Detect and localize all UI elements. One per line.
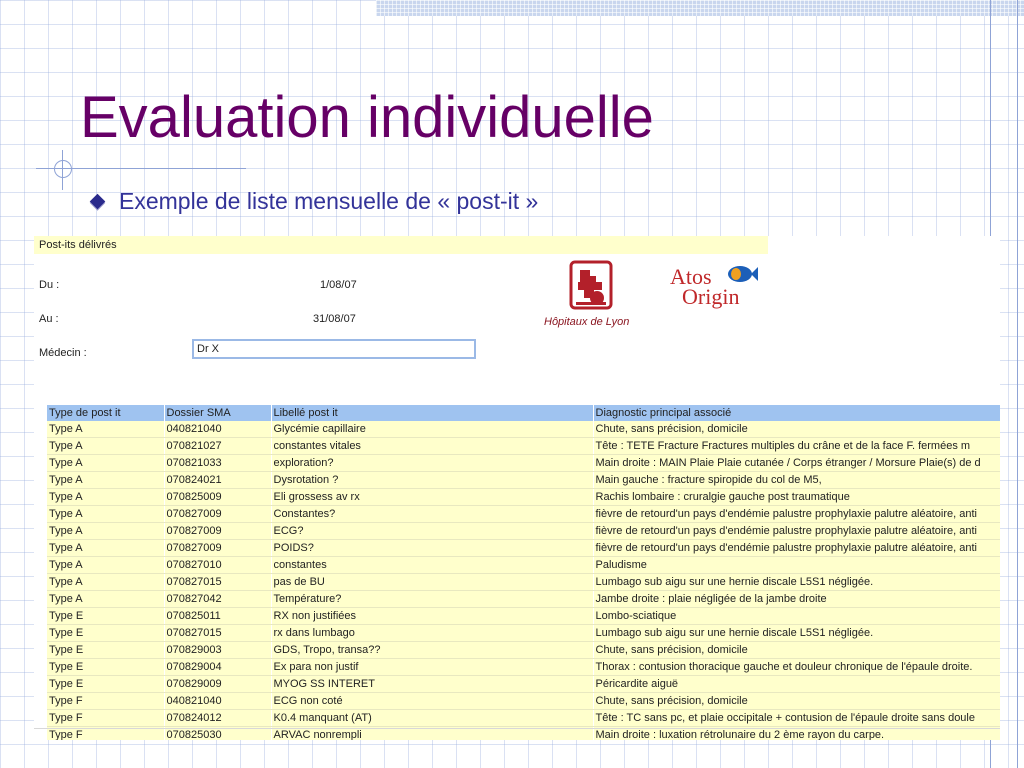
table-cell: Main droite : MAIN Plaie Plaie cutanée / Corps étranger / Morsure Plaie(s) de d [593,455,1000,472]
table-cell: 040821040 [164,693,271,710]
atos-logo-text: Atos [670,264,712,289]
table-row [47,421,1000,438]
table-cell: Type E [47,625,164,642]
table-cell: pas de BU [271,574,593,591]
table-cell: Lombo-sciatique [593,608,1000,625]
fish-icon [724,262,758,286]
table-row [47,608,1000,625]
table-cell: Type A [47,421,164,438]
table-cell: K0.4 manquant (AT) [271,710,593,727]
table-row [47,438,1000,455]
table-cell: Type A [47,438,164,455]
table-cell: fièvre de retourd'un pays d'endémie palustre prophylaxie palutre aléatoire, anti [593,540,1000,557]
table-cell: 070825030 [164,727,271,741]
decorative-vertical-line [1017,0,1018,768]
table-cell: 070821027 [164,438,271,455]
du-value: 1/08/07 [320,279,357,291]
top-decorative-band [376,0,1024,16]
table-row [47,676,1000,693]
column-header: Libellé post it [271,405,593,421]
atos-origin-logo [668,260,768,312]
decorative-circle [54,160,72,178]
table-cell: MYOG SS INTERET [271,676,593,693]
du-label: Du : [39,279,60,291]
table-cell: ECG non coté [271,693,593,710]
table-row [47,693,1000,710]
table-cell: 070829003 [164,642,271,659]
table-cell: Tête : TC sans pc, et plaie occipitale + contusion de l'épaule droite sans doule [593,710,1000,727]
table-cell: Paludisme [593,557,1000,574]
table-cell: Constantes? [271,506,593,523]
table-cell: 070829004 [164,659,271,676]
table-cell: Type A [47,591,164,608]
table-cell: 070824021 [164,472,271,489]
table-row [47,557,1000,574]
table-cell: 070827015 [164,574,271,591]
column-header: Diagnostic principal associé [593,405,1000,421]
table-cell: Type E [47,676,164,693]
table-cell: Jambe droite : plaie négligée de la jambe droite [593,591,1000,608]
table-cell: rx dans lumbago [271,625,593,642]
table-cell: Type F [47,693,164,710]
table-row [47,659,1000,676]
table-header-row [47,405,1000,421]
table-cell: 070827015 [164,625,271,642]
table-row [47,642,1000,659]
table-cell: Tête : TETE Fracture Fractures multiples du crâne et de la face F. fermées m [593,438,1000,455]
table-cell: 070827009 [164,506,271,523]
table-cell: Glycémie capillaire [271,421,593,438]
table-cell: Ex para non justif [271,659,593,676]
table-row [47,710,1000,727]
post-it-table [47,405,1000,740]
table-cell: Type E [47,608,164,625]
table-cell: 070821033 [164,455,271,472]
table-cell: Main gauche : fracture spiropide du col de M5, [593,472,1000,489]
table-cell: fièvre de retourd'un pays d'endémie palustre prophylaxie palutre aléatoire, anti [593,506,1000,523]
diamond-bullet-icon [90,194,106,210]
table-cell: Type A [47,472,164,489]
table-cell: 040821040 [164,421,271,438]
bullet-item [88,188,538,215]
table-row [47,591,1000,608]
hopitaux-de-lyon-logo [540,260,650,332]
sheet-header: Post-its délivrés [34,236,768,254]
sheet-bottom-border [34,728,1000,729]
table-cell: RX non justifiées [271,608,593,625]
au-label: Au : [39,313,59,325]
column-header: Type de post it [47,405,164,421]
table-cell: ECG? [271,523,593,540]
table-row [47,540,1000,557]
table-cell: 070829009 [164,676,271,693]
table-cell: constantes [271,557,593,574]
table-cell: Type E [47,659,164,676]
table-row [47,523,1000,540]
table-row [47,506,1000,523]
bullet-text: Exemple de liste mensuelle de « post-it » [119,188,539,214]
table-cell: Lumbago sub aigu sur une hernie discale L5S1 négligée. [593,574,1000,591]
table-cell: Type A [47,455,164,472]
table-cell: Type A [47,540,164,557]
table-row [47,574,1000,591]
table-cell: Chute, sans précision, domicile [593,421,1000,438]
medecin-label: Médecin : [39,347,87,359]
table-cell: Type A [47,506,164,523]
table-cell: 070827009 [164,540,271,557]
spreadsheet-screenshot [34,236,1000,740]
table-cell: constantes vitales [271,438,593,455]
medecin-field[interactable]: Dr X [192,339,476,359]
table-cell: Péricardite aiguë [593,676,1000,693]
table-cell: 070827042 [164,591,271,608]
table-cell: 070827009 [164,523,271,540]
table-cell: Type E [47,642,164,659]
table-cell: fièvre de retourd'un pays d'endémie palustre prophylaxie palutre aléatoire, anti [593,523,1000,540]
hcl-logo-text: Hôpitaux de Lyon [544,316,630,328]
table-cell: GDS, Tropo, transa?? [271,642,593,659]
slide-title: Evaluation individuelle [80,85,654,150]
table-cell: Type F [47,727,164,741]
table-row [47,489,1000,506]
table-cell: Thorax : contusion thoracique gauche et douleur chronique de l'épaule droite. [593,659,1000,676]
table-cell: Type A [47,557,164,574]
au-value: 31/08/07 [313,313,356,325]
origin-logo-text: Origin [682,284,740,309]
table-cell: 070825011 [164,608,271,625]
table-cell: Rachis lombaire : cruralgie gauche post traumatique [593,489,1000,506]
table-cell: Chute, sans précision, domicile [593,642,1000,659]
table-cell: 070827010 [164,557,271,574]
table-row [47,625,1000,642]
table-row [47,472,1000,489]
table-cell: Main droite : luxation rétrolunaire du 2 ème rayon du carpe. [593,727,1000,741]
table-cell: ARVAC nonrempli [271,727,593,741]
table-cell: Lumbago sub aigu sur une hernie discale L5S1 négligée. [593,625,1000,642]
table-cell: Type A [47,489,164,506]
column-header: Dossier SMA [164,405,271,421]
table-cell: Dysrotation ? [271,472,593,489]
table-cell: Type A [47,523,164,540]
table-cell: Température? [271,591,593,608]
table-cell: 070825009 [164,489,271,506]
table-row [47,455,1000,472]
table-cell: Chute, sans précision, domicile [593,693,1000,710]
table-cell: Type F [47,710,164,727]
table-cell: Type A [47,574,164,591]
table-cell: exploration? [271,455,593,472]
table-cell: POIDS? [271,540,593,557]
table-cell: 070824012 [164,710,271,727]
table-cell: Eli grossess av rx [271,489,593,506]
